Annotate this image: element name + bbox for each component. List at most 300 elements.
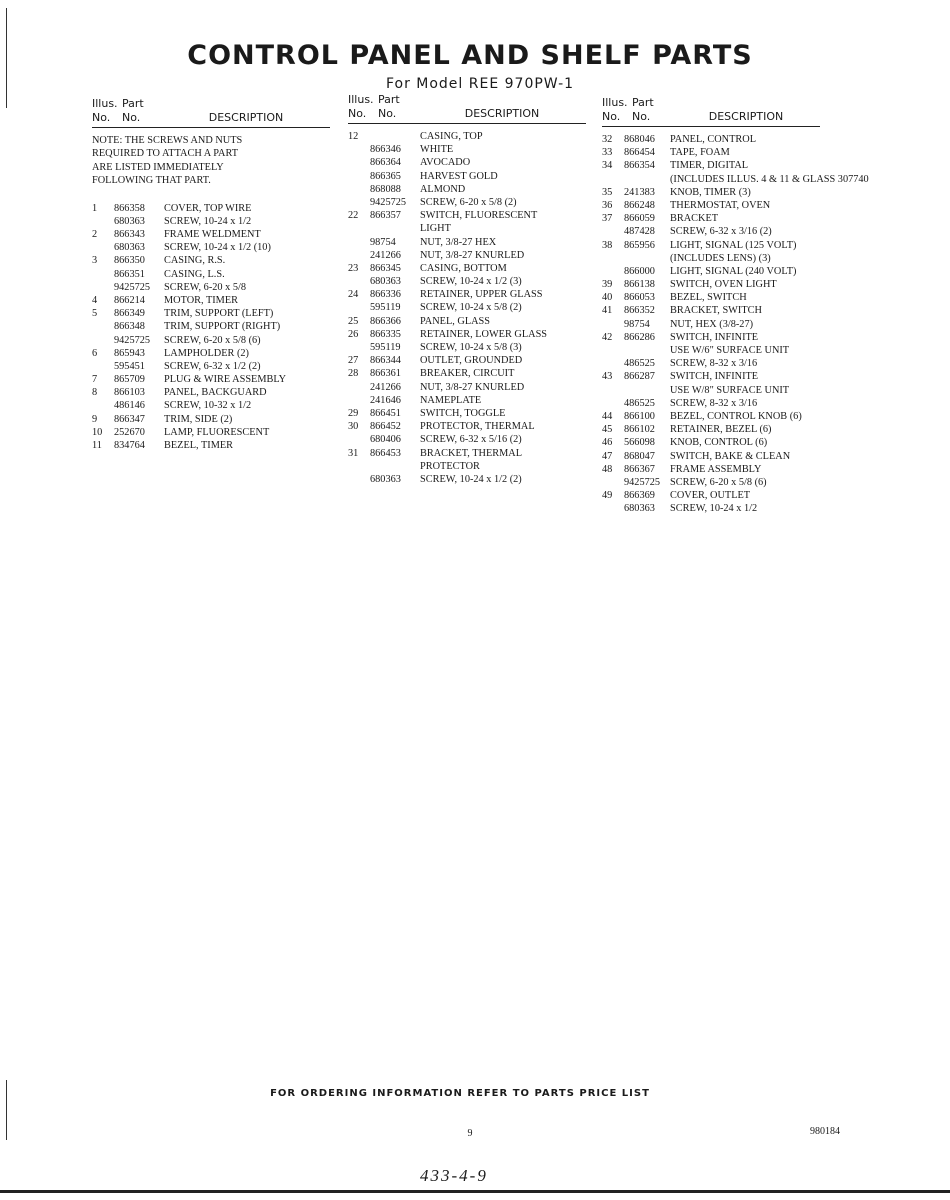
part-description: BEZEL, CONTROL KNOB (6) bbox=[670, 410, 802, 422]
illus-number bbox=[348, 249, 370, 262]
part-description: SCREW, 6-20 x 5/8 bbox=[164, 281, 247, 293]
illus-number: 8 bbox=[92, 387, 98, 399]
part-number: 866349 bbox=[114, 308, 145, 320]
parts-row bbox=[602, 489, 927, 502]
parts-row bbox=[602, 239, 927, 252]
part-description: LAMPHOLDER (2) bbox=[164, 347, 249, 359]
part-description: TAPE, FOAM bbox=[670, 147, 730, 159]
part-number: 866452 bbox=[370, 421, 401, 433]
illus-number: 44 bbox=[602, 410, 613, 422]
part-description: TIMER, DIGITAL bbox=[670, 160, 749, 172]
part-description: USE W/8" SURFACE UNIT bbox=[670, 384, 790, 396]
part-description: SCREW, 6-32 x 5/16 (2) bbox=[420, 434, 522, 446]
part-number: 866100 bbox=[624, 410, 655, 422]
part-number: 865709 bbox=[114, 374, 145, 386]
illus-number: 25 bbox=[348, 315, 359, 327]
parts-row bbox=[92, 281, 330, 294]
part-number: 866102 bbox=[624, 424, 655, 436]
part-number: 487428 bbox=[624, 226, 655, 238]
handwritten-note: 433-4-9 bbox=[420, 1166, 488, 1185]
illus-number bbox=[92, 281, 114, 294]
illus-number bbox=[348, 433, 370, 446]
header-illus: Illus. bbox=[92, 97, 118, 110]
part-description: PANEL, BACKGUARD bbox=[164, 387, 267, 399]
parts-row bbox=[348, 301, 586, 314]
parts-row bbox=[602, 357, 927, 370]
part-number: 241266 bbox=[370, 381, 401, 393]
part-number: 595451 bbox=[114, 360, 145, 372]
illus-number bbox=[602, 344, 624, 357]
parts-row bbox=[92, 360, 330, 373]
illus-number bbox=[602, 252, 624, 265]
illus-number: 42 bbox=[602, 331, 613, 343]
parts-row bbox=[602, 291, 927, 304]
illus-number: 23 bbox=[348, 262, 359, 274]
part-number: 866347 bbox=[114, 413, 145, 425]
illus-number bbox=[348, 275, 370, 288]
illus-number bbox=[92, 360, 114, 373]
parts-row bbox=[348, 381, 586, 394]
part-description: CASING, TOP bbox=[420, 131, 483, 142]
parts-row bbox=[92, 254, 330, 267]
part-description: SCREW, 10-24 x 1/2 (10) bbox=[164, 242, 271, 254]
part-description: SCREW, 8-32 x 3/16 bbox=[670, 358, 758, 370]
part-number: 866350 bbox=[114, 255, 145, 267]
parts-row bbox=[92, 386, 330, 399]
part-number: 680363 bbox=[114, 215, 145, 227]
parts-row bbox=[348, 130, 586, 143]
illus-number bbox=[348, 394, 370, 407]
parts-column-3 bbox=[602, 96, 927, 515]
illus-number: 45 bbox=[602, 424, 613, 436]
part-description: BREAKER, CIRCUIT bbox=[420, 368, 515, 380]
part-number: 252670 bbox=[114, 426, 145, 438]
parts-row bbox=[348, 288, 586, 301]
part-number: 866351 bbox=[114, 268, 145, 280]
illus-number bbox=[348, 381, 370, 394]
parts-row bbox=[602, 186, 927, 199]
header-part: Part bbox=[378, 93, 400, 106]
part-description: SWITCH, OVEN LIGHT bbox=[670, 279, 777, 291]
parts-row bbox=[348, 341, 586, 354]
parts-row bbox=[348, 447, 586, 460]
part-description: CASING, L.S. bbox=[164, 268, 225, 280]
part-number: 834764 bbox=[114, 440, 145, 451]
part-number: 866364 bbox=[370, 157, 401, 169]
header-no2: No. bbox=[378, 107, 397, 120]
header-no2: No. bbox=[632, 110, 651, 123]
part-description: USE W/6" SURFACE UNIT bbox=[670, 345, 790, 356]
part-number: 866138 bbox=[624, 279, 655, 291]
parts-row bbox=[92, 202, 330, 215]
illus-number: 9 bbox=[92, 413, 98, 425]
illus-number: 3 bbox=[92, 255, 98, 267]
illus-number: 6 bbox=[92, 347, 98, 359]
parts-row bbox=[348, 170, 586, 183]
illus-number: 27 bbox=[348, 355, 359, 367]
part-description: LIGHT, SIGNAL (125 VOLT) bbox=[670, 239, 797, 251]
part-description: BRACKET bbox=[670, 213, 719, 225]
parts-row bbox=[92, 294, 330, 307]
document-code: 980184 bbox=[810, 1126, 840, 1137]
part-number: 486146 bbox=[114, 400, 145, 412]
illus-number: 12 bbox=[348, 131, 359, 142]
part-description: WHITE bbox=[420, 144, 454, 156]
part-number: 680363 bbox=[370, 276, 401, 288]
part-number bbox=[624, 252, 670, 265]
illus-number bbox=[348, 301, 370, 314]
part-description: PLUG & WIRE ASSEMBLY bbox=[164, 374, 287, 386]
parts-row bbox=[602, 199, 927, 212]
part-description: RETAINER, UPPER GLASS bbox=[420, 289, 543, 301]
parts-row bbox=[92, 228, 330, 241]
parts-row bbox=[602, 252, 927, 265]
parts-row bbox=[602, 212, 927, 225]
illus-number bbox=[602, 173, 624, 186]
part-number: 866357 bbox=[370, 210, 401, 222]
part-number: 866365 bbox=[370, 170, 401, 182]
illus-number bbox=[92, 268, 114, 281]
part-description: SCREW, 10-24 x 5/8 (3) bbox=[420, 342, 522, 353]
illus-number bbox=[602, 397, 624, 410]
part-description: LIGHT, SIGNAL (240 VOLT) bbox=[670, 265, 797, 277]
parts-row bbox=[92, 307, 330, 320]
part-number: 680363 bbox=[370, 473, 401, 485]
part-description: SCREW, 6-20 x 5/8 (2) bbox=[420, 196, 517, 208]
part-number bbox=[370, 222, 420, 235]
header-no2: No. bbox=[122, 111, 141, 124]
part-description: KNOB, CONTROL (6) bbox=[670, 437, 768, 449]
part-number: 98754 bbox=[370, 236, 396, 248]
illus-number: 36 bbox=[602, 199, 613, 211]
illus-number bbox=[348, 236, 370, 249]
part-number: 866453 bbox=[370, 447, 401, 459]
part-number: 866343 bbox=[114, 229, 145, 240]
illus-number bbox=[602, 225, 624, 238]
part-description: NUT, 3/8-27 HEX bbox=[420, 236, 497, 248]
part-description: SCREW, 10-24 x 1/2 (2) bbox=[420, 473, 522, 485]
part-description: TRIM, SUPPORT (RIGHT) bbox=[164, 321, 281, 333]
parts-row bbox=[348, 367, 586, 380]
part-description: (INCLUDES LENS) (3) bbox=[670, 252, 771, 264]
illus-number: 11 bbox=[92, 440, 102, 451]
part-description: SCREW, 10-32 x 1/2 bbox=[164, 400, 252, 412]
parts-row bbox=[602, 423, 927, 436]
part-description: SCREW, 10-24 x 1/2 (3) bbox=[420, 276, 522, 288]
part-description: BEZEL, SWITCH bbox=[670, 292, 747, 304]
parts-row bbox=[602, 133, 927, 146]
parts-row bbox=[348, 249, 586, 262]
part-description: NUT, 3/8-27 KNURLED bbox=[420, 381, 525, 393]
parts-row bbox=[348, 407, 586, 420]
part-number: 866454 bbox=[624, 147, 655, 159]
part-number bbox=[624, 173, 670, 186]
header-part: Part bbox=[122, 97, 144, 110]
illus-number bbox=[602, 502, 624, 515]
parts-row bbox=[92, 241, 330, 254]
part-number bbox=[370, 130, 420, 143]
page-title: CONTROL PANEL AND SHELF PARTS bbox=[187, 40, 753, 71]
parts-row bbox=[602, 436, 927, 449]
part-description: NAMEPLATE bbox=[420, 394, 482, 406]
parts-row bbox=[602, 225, 927, 238]
illus-number: 33 bbox=[602, 147, 613, 159]
part-number bbox=[370, 460, 420, 473]
parts-row bbox=[92, 334, 330, 347]
header-part: Part bbox=[632, 96, 654, 109]
scan-edge-mark bbox=[6, 8, 7, 108]
header-illus: Illus. bbox=[602, 96, 628, 109]
illus-number bbox=[348, 473, 370, 486]
parts-column-1 bbox=[92, 97, 330, 452]
parts-row bbox=[348, 183, 586, 196]
part-number: 866335 bbox=[370, 328, 401, 340]
part-description: LAMP, FLUORESCENT bbox=[164, 426, 270, 438]
part-description: BEZEL, TIMER bbox=[164, 440, 234, 451]
part-number: 486525 bbox=[624, 397, 655, 409]
illus-number: 48 bbox=[602, 463, 613, 475]
illus-number bbox=[348, 170, 370, 183]
part-description: AVOCADO bbox=[420, 157, 471, 169]
illus-number bbox=[348, 222, 370, 235]
parts-row bbox=[602, 159, 927, 172]
illus-number bbox=[602, 318, 624, 331]
part-description: NUT, HEX (3/8-27) bbox=[670, 318, 754, 330]
illus-number bbox=[348, 341, 370, 354]
bottom-rule bbox=[0, 1190, 950, 1193]
header-no: No. bbox=[92, 111, 111, 124]
part-description: KNOB, TIMER (3) bbox=[670, 186, 751, 198]
part-description: TRIM, SUPPORT (LEFT) bbox=[164, 308, 274, 320]
part-number: 866346 bbox=[370, 144, 401, 156]
part-description: RETAINER, BEZEL (6) bbox=[670, 424, 772, 436]
part-number: 866354 bbox=[624, 160, 655, 172]
parts-row bbox=[602, 344, 927, 357]
model-subtitle: For Model REE 970PW-1 bbox=[385, 76, 575, 92]
part-number: 866344 bbox=[370, 355, 401, 367]
part-description: CASING, R.S. bbox=[164, 255, 226, 267]
part-number: 866059 bbox=[624, 213, 655, 225]
illus-number bbox=[348, 156, 370, 169]
part-number: 866287 bbox=[624, 371, 655, 383]
page-number: 9 bbox=[467, 1128, 473, 1139]
part-description: PANEL, CONTROL bbox=[670, 134, 757, 145]
parts-row bbox=[602, 265, 927, 278]
illus-number: 40 bbox=[602, 292, 613, 304]
parts-row bbox=[348, 209, 586, 222]
parts-row bbox=[92, 413, 330, 426]
illus-number: 38 bbox=[602, 239, 613, 251]
illus-number: 47 bbox=[602, 450, 613, 462]
part-description: TRIM, SIDE (2) bbox=[164, 413, 233, 425]
parts-row bbox=[602, 146, 927, 159]
illus-number: 22 bbox=[348, 210, 359, 222]
parts-row bbox=[602, 397, 927, 410]
part-description: COVER, TOP WIRE bbox=[164, 202, 252, 214]
parts-row bbox=[348, 236, 586, 249]
illus-number: 34 bbox=[602, 160, 613, 172]
part-description: SCREW, 10-24 x 1/2 bbox=[670, 503, 758, 515]
part-number: 866369 bbox=[624, 490, 655, 502]
part-number: 866000 bbox=[624, 265, 655, 277]
illus-number bbox=[348, 143, 370, 156]
illus-number bbox=[602, 476, 624, 489]
part-number: 680363 bbox=[114, 242, 145, 254]
parts-row bbox=[602, 331, 927, 344]
illus-number: 29 bbox=[348, 407, 359, 419]
illus-number: 39 bbox=[602, 279, 613, 291]
header-description: DESCRIPTION bbox=[464, 107, 540, 120]
ordering-info-note: FOR ORDERING INFORMATION REFER TO PARTS PRICE LIST bbox=[270, 1088, 650, 1099]
parts-row bbox=[602, 370, 927, 383]
part-description: OUTLET, GROUNDED bbox=[420, 355, 523, 367]
parts-row bbox=[602, 450, 927, 463]
parts-list bbox=[92, 202, 330, 453]
parts-row bbox=[92, 373, 330, 386]
part-number bbox=[624, 384, 670, 397]
part-number: 865943 bbox=[114, 347, 145, 359]
header-description: DESCRIPTION bbox=[208, 111, 284, 124]
illus-number: 1 bbox=[92, 202, 98, 214]
part-number: 868047 bbox=[624, 450, 655, 462]
part-description: PROTECTOR bbox=[420, 460, 480, 472]
part-number: 9425725 bbox=[114, 334, 151, 346]
illus-number: 24 bbox=[348, 289, 359, 301]
part-number: 9425725 bbox=[114, 281, 151, 293]
part-number: 241646 bbox=[370, 394, 401, 406]
part-number: 866248 bbox=[624, 199, 655, 211]
part-number: 866336 bbox=[370, 289, 401, 301]
illus-number: 35 bbox=[602, 186, 613, 198]
parts-row bbox=[602, 318, 927, 331]
part-description: PROTECTOR, THERMAL bbox=[420, 421, 535, 433]
parts-row bbox=[92, 347, 330, 360]
part-number: 241266 bbox=[370, 249, 401, 261]
parts-row bbox=[348, 433, 586, 446]
header-no: No. bbox=[602, 110, 621, 123]
part-number: 866214 bbox=[114, 294, 145, 306]
part-number: 680363 bbox=[624, 503, 655, 515]
parts-row bbox=[92, 426, 330, 439]
part-description: FRAME ASSEMBLY bbox=[670, 463, 762, 475]
part-number: 868088 bbox=[370, 183, 401, 195]
illus-number: 49 bbox=[602, 490, 613, 502]
part-description: SCREW, 6-20 x 5/8 (6) bbox=[164, 334, 261, 346]
part-description: BRACKET, SWITCH bbox=[670, 305, 762, 317]
parts-row bbox=[602, 304, 927, 317]
part-number: 9425725 bbox=[370, 196, 407, 208]
parts-row bbox=[602, 502, 927, 515]
column-header bbox=[348, 93, 586, 124]
screws-note: NOTE: THE SCREWS AND NUTS REQUIRED TO ATTACH A PART ARE LISTED IMMEDIATELY FOLLOWING THAT PART. bbox=[92, 135, 243, 187]
parts-list bbox=[602, 133, 927, 515]
part-number: 98754 bbox=[624, 318, 650, 330]
part-description: SCREW, 10-24 x 5/8 (2) bbox=[420, 302, 522, 314]
part-number bbox=[624, 344, 670, 357]
part-number: 868046 bbox=[624, 134, 655, 145]
illus-number: 4 bbox=[92, 294, 98, 306]
header-no: No. bbox=[348, 107, 367, 120]
part-description: SWITCH, BAKE & CLEAN bbox=[670, 450, 791, 462]
part-number: 866361 bbox=[370, 368, 401, 380]
parts-row bbox=[348, 315, 586, 328]
part-number: 866286 bbox=[624, 331, 655, 343]
illus-number bbox=[602, 265, 624, 278]
illus-number: 30 bbox=[348, 421, 359, 433]
part-number: 865956 bbox=[624, 239, 655, 251]
parts-row bbox=[92, 320, 330, 333]
part-number: 866451 bbox=[370, 407, 401, 419]
header-illus: Illus. bbox=[348, 93, 374, 106]
illus-number bbox=[92, 399, 114, 412]
illus-number: 31 bbox=[348, 447, 359, 459]
part-number: 866103 bbox=[114, 387, 145, 399]
parts-row bbox=[348, 394, 586, 407]
part-description: THERMOSTAT, OVEN bbox=[670, 199, 771, 211]
part-number: 866366 bbox=[370, 315, 401, 327]
scan-edge-mark bbox=[6, 1080, 7, 1140]
part-description: RETAINER, LOWER GLASS bbox=[420, 328, 548, 340]
part-description: SWITCH, TOGGLE bbox=[420, 407, 506, 419]
part-number: 866352 bbox=[624, 305, 655, 317]
illus-number: 28 bbox=[348, 368, 359, 380]
illus-number bbox=[92, 334, 114, 347]
parts-row bbox=[348, 156, 586, 169]
illus-number: 32 bbox=[602, 134, 613, 145]
illus-number: 43 bbox=[602, 371, 613, 383]
illus-number: 2 bbox=[92, 229, 98, 240]
part-number: 866345 bbox=[370, 262, 401, 274]
part-description: COVER, OUTLET bbox=[670, 490, 751, 502]
part-number: 9425725 bbox=[624, 476, 661, 488]
part-description: ALMOND bbox=[420, 183, 466, 195]
parts-row bbox=[348, 328, 586, 341]
parts-row bbox=[348, 196, 586, 209]
parts-row bbox=[348, 262, 586, 275]
parts-row bbox=[602, 476, 927, 489]
illus-number: 41 bbox=[602, 305, 613, 317]
parts-row bbox=[92, 215, 330, 228]
parts-row bbox=[92, 439, 330, 452]
part-description: SCREW, 10-24 x 1/2 bbox=[164, 215, 252, 227]
part-number: 595119 bbox=[370, 302, 401, 314]
part-description: SWITCH, INFINITE bbox=[670, 371, 759, 383]
part-number: 866348 bbox=[114, 321, 145, 333]
illus-number: 26 bbox=[348, 328, 359, 340]
part-description: SCREW, 8-32 x 3/16 bbox=[670, 397, 758, 409]
parts-row bbox=[348, 143, 586, 156]
part-description: HARVEST GOLD bbox=[420, 170, 498, 182]
parts-row bbox=[92, 268, 330, 281]
part-description: CASING, BOTTOM bbox=[420, 262, 507, 274]
illus-number bbox=[602, 357, 624, 370]
illus-number: 37 bbox=[602, 213, 613, 225]
parts-row bbox=[602, 384, 927, 397]
part-number: 566098 bbox=[624, 437, 655, 449]
part-description: LIGHT bbox=[420, 223, 451, 235]
part-description: SCREW, 6-20 x 5/8 (6) bbox=[670, 476, 767, 488]
part-number: 241383 bbox=[624, 186, 655, 198]
part-description: SWITCH, INFINITE bbox=[670, 331, 759, 343]
illus-number bbox=[92, 320, 114, 333]
parts-row bbox=[602, 410, 927, 423]
illus-number: 7 bbox=[92, 374, 98, 386]
header-description: DESCRIPTION bbox=[708, 110, 784, 123]
illus-number: 5 bbox=[92, 308, 98, 320]
column-header bbox=[92, 97, 330, 128]
illus-number bbox=[92, 241, 114, 254]
illus-number bbox=[348, 183, 370, 196]
